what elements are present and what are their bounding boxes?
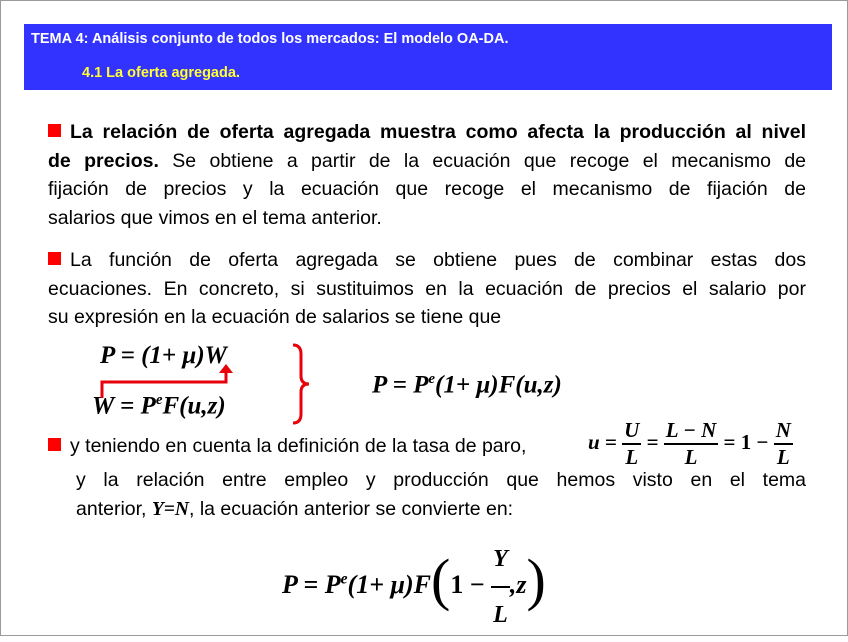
bullet-square-icon <box>48 124 61 137</box>
p1-line3: fijación de precios y la ecuación que recoge el mecanismo de fijación de <box>48 178 806 200</box>
y-equals-n: Y=N <box>151 498 189 520</box>
paragraph-3-line1: y teniendo en cuenta la definición de la tasa de paro, <box>48 432 608 461</box>
paragraph-2 <box>48 246 806 332</box>
p1-line4: salarios que vimos en el tema anterior. <box>48 206 382 229</box>
fraction-N-over-L: $\frac{N}{L}$ <box>775 418 791 469</box>
equation-aggregate-supply: $P = P^e(1+ \mu)F(u,z)$ <box>372 371 562 399</box>
unemployment-rate-equation: u = $\frac{U}{L}$ = $\frac{L - N}{L}$ = 1 − $\frac{N}{L}$ <box>588 418 791 469</box>
fraction-Y-over-L: $\frac{Y}{L}$ <box>491 532 510 642</box>
final-equation: $P = P^e(1+ \mu)F(1$ − $\frac{Y}{L}$ ,z) <box>282 532 546 642</box>
substitution-arrow <box>96 362 246 402</box>
p1-line2-rest: Se obtiene a partir de la ecuación que recoge el mecanismo de <box>172 149 807 172</box>
slide-subtitle: 4.1 La oferta agregada. <box>82 65 240 81</box>
bullet-square-icon <box>48 252 61 265</box>
bullet-square-icon <box>48 438 61 451</box>
paragraph-3-rest: y la relación entre empleo y producción que hemos visto en el tema anterior, Y=N, la ecuación anterior se convierte en: <box>76 466 806 524</box>
p2-line3: su expresión en la ecuación de salarios se tiene que <box>48 306 502 328</box>
slide-title: TEMA 4: Análisis conjunto de todos los mercados: El modelo OA-DA. <box>31 31 509 47</box>
p3-line2: y la relación entre empleo y producción que hemos visto en el tema <box>76 469 806 491</box>
p2-line1: La función de oferta agregada se obtiene pues de combinar estas dos <box>70 249 806 271</box>
equation-price: P = (1+ μ)W <box>100 342 227 369</box>
fraction-U-over-L: $\frac{U}{L}$ <box>624 418 640 469</box>
paragraph-1 <box>48 118 806 232</box>
p1-bold-line2: de precios. <box>48 149 159 172</box>
slide-header <box>24 24 832 90</box>
p1-bold-line1: La relación de oferta agregada muestra como afecta la producción al nivel <box>70 121 806 143</box>
fraction-L-minus-N-over-L: $\frac{L - N}{L}$ <box>665 418 717 469</box>
right-brace-icon <box>290 342 312 426</box>
equation-wage: $W = P^eF(u,z)$ <box>92 392 226 420</box>
p2-line2: ecuaciones. En concreto, si sustituimos en la ecuación de precios el salario por <box>48 277 806 300</box>
